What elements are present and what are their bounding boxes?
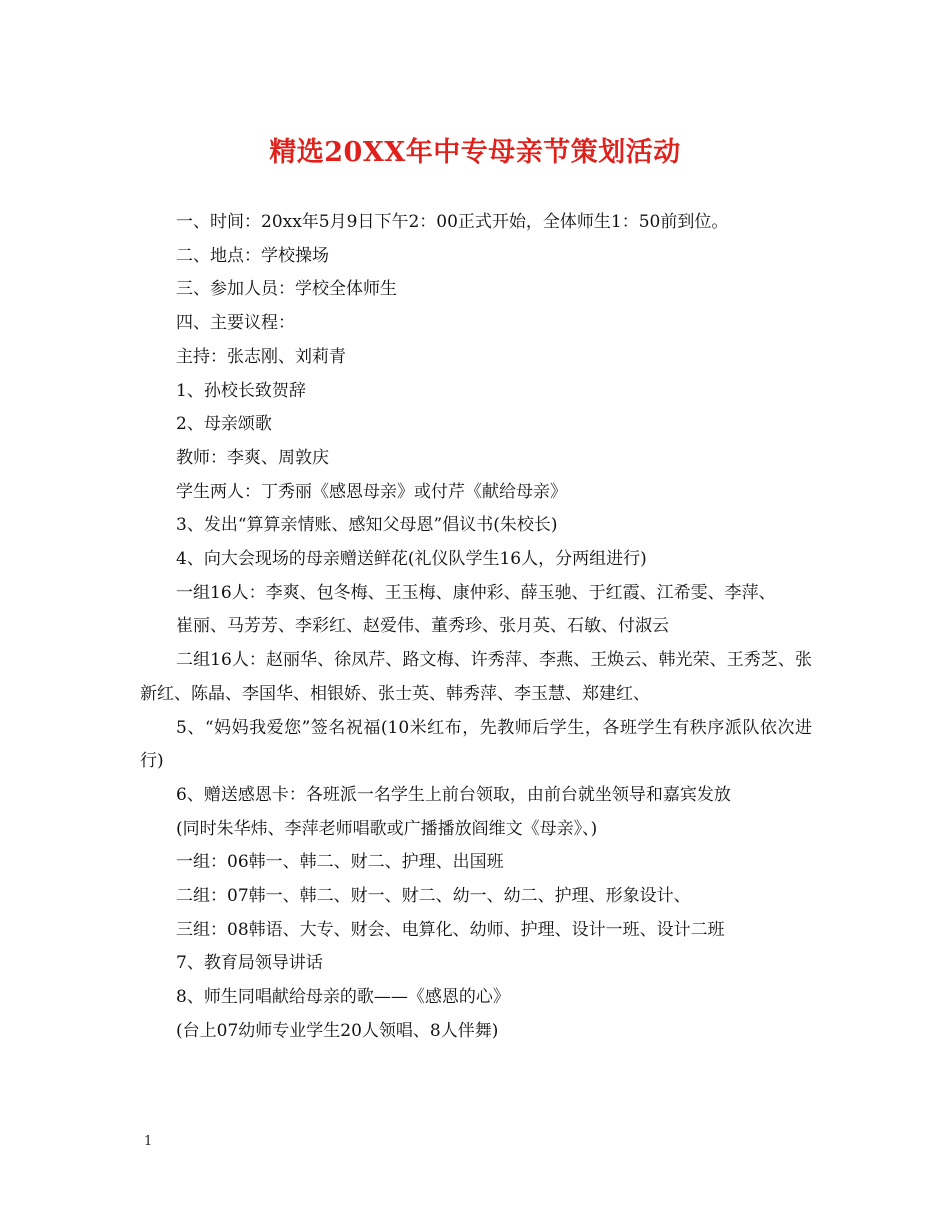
page-number: 1 bbox=[144, 1134, 153, 1149]
paragraph-class-group-2: 二组：07韩一、韩二、财一、财二、幼一、幼二、护理、形象设计、 bbox=[176, 886, 691, 907]
paragraph-item-1: 1、孙校长致贺辞 bbox=[176, 380, 306, 401]
paragraph-group-2: 二组16人：赵丽华、徐凤芹、路文梅、许秀萍、李燕、王焕云、韩光荣、王秀芝、张新红、陈晶、李国华、相银娇、张士英、韩秀萍、李玉慧、郑建红、 bbox=[140, 650, 812, 704]
paragraph-item-7: 7、教育局领导讲话 bbox=[176, 953, 323, 974]
paragraph-agenda-heading: 四、主要议程： bbox=[176, 313, 295, 334]
paragraph-hosts: 主持：张志刚、刘莉青 bbox=[176, 346, 346, 367]
paragraph-item-6: 6、赠送感恩卡：各班派一名学生上前台领取，由前台就坐领导和嘉宾发放 bbox=[176, 784, 731, 805]
document-title: 精选20XX年中专母亲节策划活动 bbox=[269, 137, 681, 168]
paragraph-item-5: 5、“妈妈我爱您”签名祝福(10米红布，先教师后学生，各班学生有秩序派队依次进行) bbox=[140, 717, 812, 772]
paragraph-class-group-3: 三组：08韩语、大专、财会、电算化、幼师、护理、设计一班、设计二班 bbox=[176, 919, 725, 940]
paragraph-item-4: 4、向大会现场的母亲赠送鲜花(礼仪队学生16人，分两组进行) bbox=[176, 549, 647, 570]
document-body bbox=[140, 206, 812, 1049]
paragraph-class-group-1: 一组：06韩一、韩二、财二、护理、出国班 bbox=[176, 852, 504, 873]
paragraph-item-6-note: (同时朱华炜、李萍老师唱歌或广播播放阎维文《母亲》、) bbox=[176, 818, 598, 839]
paragraph-item-8: 8、师生同唱献给母亲的歌——《感恩的心》 bbox=[176, 987, 510, 1008]
paragraph-location: 二、地点：学校操场 bbox=[176, 245, 329, 266]
paragraph-time: 一、时间：20xx年5月9日下午2：00正式开始，全体师生1：50前到位。 bbox=[176, 212, 729, 232]
paragraph-students: 学生两人：丁秀丽《感恩母亲》或付芹《献给母亲》 bbox=[176, 481, 567, 502]
paragraph-item-3: 3、发出“算算亲情账、感知父母恩”倡议书(朱校长) bbox=[176, 515, 558, 536]
paragraph-group-1-continued: 崔丽、马芳芳、李彩红、赵爱伟、董秀珍、张月英、石敏、付淑云 bbox=[176, 616, 669, 637]
paragraph-item-2: 2、母亲颂歌 bbox=[176, 414, 272, 435]
paragraph-participants: 三、参加人员：学校全体师生 bbox=[176, 279, 397, 300]
paragraph-teachers: 教师：李爽、周敦庆 bbox=[176, 447, 329, 468]
paragraph-group-1: 一组16人：李爽、包冬梅、王玉梅、康仲彩、薛玉驰、于红霞、江希雯、李萍、 bbox=[176, 582, 776, 603]
paragraph-item-8-note: (台上07幼师专业学生20人领唱、8人伴舞) bbox=[176, 1020, 499, 1041]
